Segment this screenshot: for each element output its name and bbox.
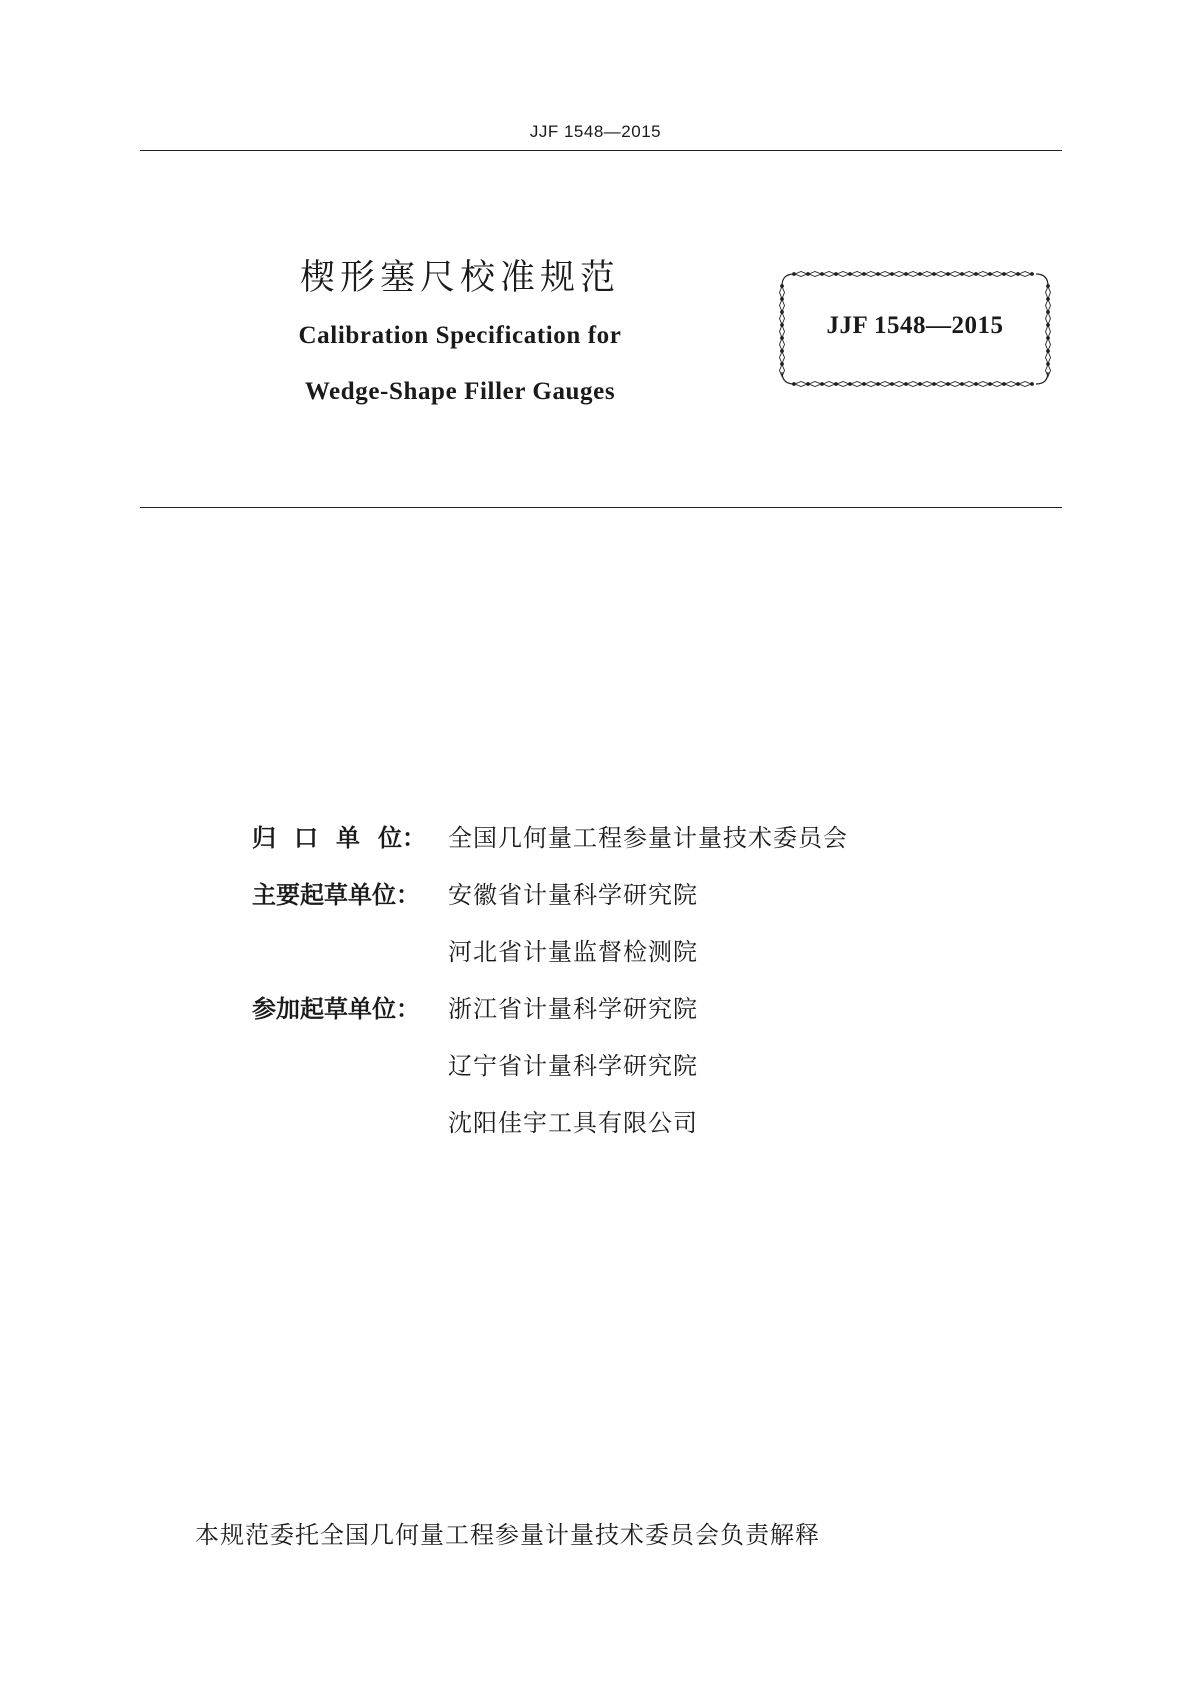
border-diamond — [963, 382, 975, 387]
border-diamond — [893, 382, 905, 387]
title-chinese: 楔形塞尺校准规范 — [299, 258, 620, 298]
border-diamond — [780, 300, 785, 312]
running-header-code: JJF 1548—2015 — [529, 122, 662, 141]
border-corner — [1036, 274, 1048, 286]
border-diamond — [963, 272, 975, 277]
border-corner — [1036, 372, 1048, 384]
border-diamond — [795, 272, 807, 277]
border-diamond — [991, 272, 1003, 277]
border-diamond — [991, 382, 1003, 387]
border-diamond — [851, 382, 863, 387]
title-english-line1: Calibration Specification for — [298, 322, 622, 349]
header-divider — [140, 150, 1062, 151]
participating-drafting-value-3: 沈阳佳宇工具有限公司 — [448, 1109, 698, 1137]
border-diamond — [780, 352, 785, 364]
border-diamond — [907, 272, 919, 277]
border-diamond — [1019, 382, 1031, 387]
border-diamond — [1046, 287, 1051, 299]
participating-drafting-label: 参加起草单位： — [252, 995, 420, 1023]
border-diamond — [823, 272, 835, 277]
border-diamond — [921, 272, 933, 277]
border-diamond — [851, 272, 863, 277]
border-diamond — [1046, 352, 1051, 364]
border-diamond — [795, 382, 807, 387]
border-diamond — [1019, 272, 1031, 277]
standard-code: JJF 1548—2015 — [826, 312, 1004, 339]
border-diamond — [837, 382, 849, 387]
main-drafting-label: 主要起草单位： — [252, 881, 420, 909]
border-diamond — [935, 382, 947, 387]
border-diamond — [823, 382, 835, 387]
border-diamond — [1005, 382, 1017, 387]
border-diamond — [949, 272, 961, 277]
border-diamond — [1046, 339, 1051, 351]
border-diamond — [977, 382, 989, 387]
border-diamond — [809, 382, 821, 387]
border-diamond — [780, 339, 785, 351]
border-diamond — [935, 272, 947, 277]
interpretation-note: 本规范委托全国几何量工程参量计量技术委员会负责解释 — [195, 1521, 820, 1549]
border-diamond — [1046, 300, 1051, 312]
border-corner — [782, 274, 794, 286]
participating-drafting-value-2: 辽宁省计量科学研究院 — [448, 1052, 698, 1080]
standard-code-box — [776, 268, 1054, 390]
main-drafting-value-2: 河北省计量监督检测院 — [448, 938, 698, 966]
main-drafting-value-1: 安徽省计量科学研究院 — [448, 881, 698, 909]
border-diamond — [977, 272, 989, 277]
border-diamond — [809, 272, 821, 277]
border-diamond — [879, 382, 891, 387]
title-english-line2: Wedge-Shape Filler Gauges — [304, 378, 616, 405]
border-diamond — [865, 272, 877, 277]
border-corner — [782, 372, 794, 384]
border-diamond — [865, 382, 877, 387]
border-diamond — [879, 272, 891, 277]
border-diamond — [837, 272, 849, 277]
participating-drafting-value-1: 浙江省计量科学研究院 — [448, 995, 698, 1023]
border-diamond — [893, 272, 905, 277]
border-diamond — [1005, 272, 1017, 277]
border-diamond — [780, 287, 785, 299]
border-diamond — [949, 382, 961, 387]
border-diamond — [907, 382, 919, 387]
responsible-unit-value: 全国几何量工程参量计量技术委员会 — [448, 824, 848, 852]
responsible-unit-label: 归口单位： — [252, 824, 426, 852]
border-diamond — [921, 382, 933, 387]
title-divider — [140, 507, 1062, 508]
